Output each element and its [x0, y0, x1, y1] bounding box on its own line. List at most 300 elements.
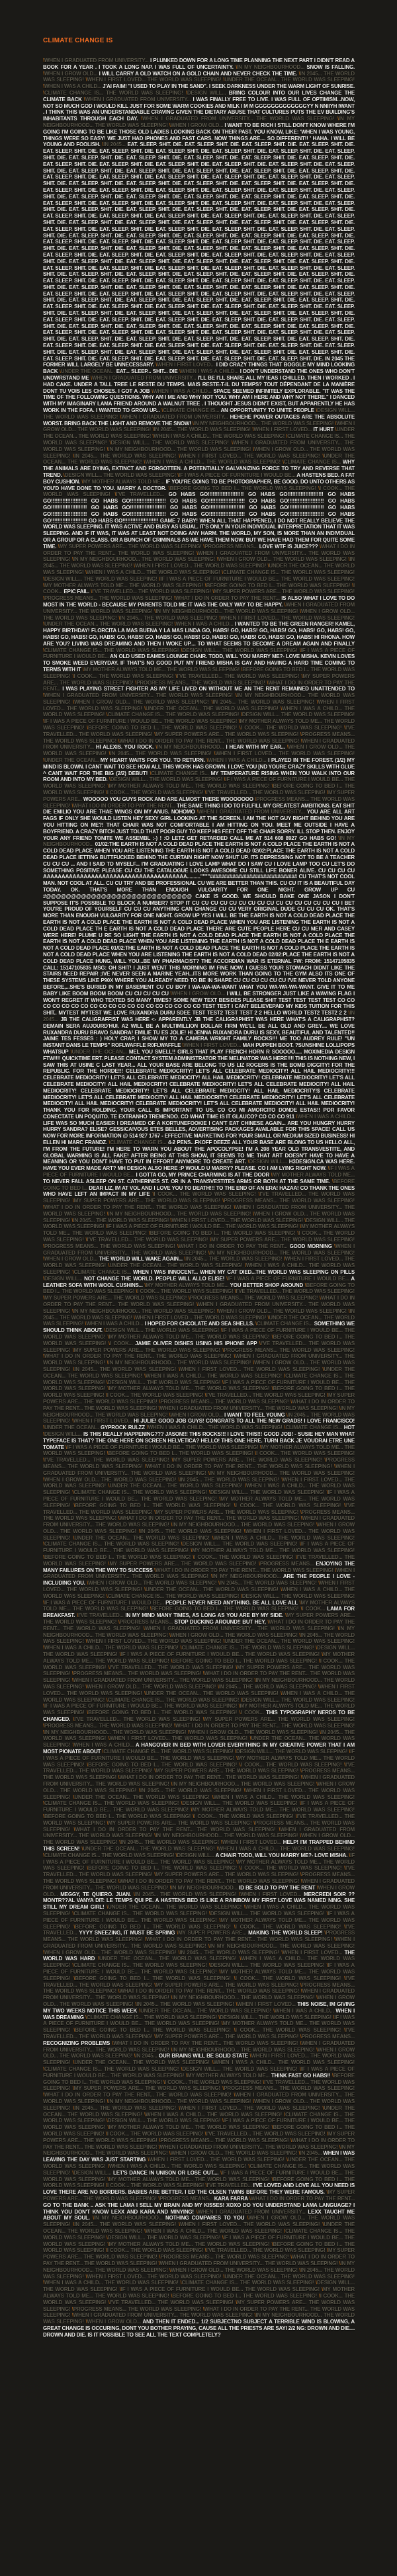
sleep-text: THE WORLD WAS SLEEPING!	[43, 1340, 355, 1353]
prompt-text: WHEN I WAS A CHILD...	[44, 83, 103, 90]
backslash-marker-icon: \	[135, 2001, 137, 2008]
backslash-marker-icon: \	[349, 1852, 351, 1858]
sleep-text: THE WORLD WAS SLEEPING!	[79, 1872, 155, 1878]
backslash-marker-icon: \	[234, 1502, 236, 1509]
backslash-marker-icon: \	[105, 2247, 107, 2254]
answer-text: IN MY MIND MANY TIMES, AS LONG AS YOU ARE BY MY SIDE.	[125, 1612, 285, 1619]
prompt-text: WHEN I WAS A CHILD...	[44, 2280, 105, 2286]
prompt-text: WHAT I DO IN ORDER TO PAY THE RENT...	[155, 1567, 261, 1573]
sleep-text: THE WORLD WAS SLEEPING!	[43, 1690, 355, 1703]
sleep-text: THE WORLD WAS SLEEPING!	[155, 1353, 234, 1360]
backslash-marker-icon: \	[178, 2222, 180, 2228]
sleep-text: THE WORLD WAS SLEEPING!	[147, 2234, 222, 2241]
sleep-text: THE WORLD WAS SLEEPING!	[43, 1191, 355, 1204]
prompt-text: IN 2045...	[74, 2104, 100, 2111]
answer-text: YYYY SNEEZING, IT MUST BE SPRING	[79, 1930, 177, 1936]
prompt-text: BEFORE GOING TO BED I...	[43, 2072, 355, 2085]
backslash-marker-icon: \	[87, 1710, 89, 1716]
prompt-text: WHEN I GRADUATED FROM UNIVERSITY...	[159, 2260, 265, 2266]
sleep-text: THE WORLD WAS SLEEPING!	[101, 1852, 176, 1858]
answer-text: I WILL BE STRONGER JUST LIKE A WAVING FLAG I WON'T REGRET IT WHO TEXTED SO MANY TIMES? SOME NEW TEXT BESIDES PLEASE SHIT TEST TEST TEST TEST CO CO CO CO CO CO CO CO CO CO CO CO CO CO CO CO CO CO CO TEST TEST I CANT BELIEVEPAID MY KIDS TUITION FOR THIS SHIT.. MYTEST MYTEST WE LOVE RUXANDRA DURU SDEE TEST TEST2 TEST TEST 2 2 HELLO WORLD TEST2 TEST2 2 2	[43, 990, 355, 1017]
prompt-text: WHAT I DO IN ORDER TO PAY THE RENT...	[175, 595, 282, 602]
backslash-marker-icon: \	[282, 459, 284, 466]
sleep-text: THE WORLD WAS SLEEPING!	[244, 1729, 320, 1735]
prompt-text: MY MOTHER ALWAYS TOLD ME...	[43, 2286, 355, 2299]
answer-text: MEGGY, TE QUIERO. JUAN.	[60, 1891, 134, 1897]
prompt-text: UNDER THE OCEAN...	[224, 2273, 281, 2280]
backslash-marker-icon: \	[152, 388, 154, 394]
sleep-text: THE WORLD WAS SLEEPING!	[240, 1995, 316, 2001]
backslash-marker-icon: \	[139, 2007, 141, 2014]
backslash-marker-icon: \	[280, 1690, 282, 1696]
sleep-text: THE WORLD WAS SLEEPING!	[106, 89, 186, 96]
answer-text: THIS NOISE, IM GIVING MY TWO WEEKS NOTICE THIS WEEK	[43, 2001, 355, 2014]
sleep-text: THE WORLD WAS SLEEPING!	[95, 1657, 171, 1664]
prompt-text: UNDER THE OCEAN...	[71, 1048, 129, 1055]
sleep-text: THE WORLD WAS SLEEPING!	[130, 1942, 208, 1949]
prompt-text: WHEN I GROW OLD...	[248, 2215, 308, 2222]
sleep-text: THE WORLD WAS SLEEPING!	[60, 1314, 134, 1321]
sleep-text: THE WORLD WAS SLEEPING!	[67, 705, 145, 712]
sleep-text: THE WORLD WAS SLEEPING!	[99, 452, 179, 459]
backslash-marker-icon: \	[150, 1606, 152, 1612]
prompt-text: PROGRESS MEANS...	[159, 2195, 214, 2202]
sleep-text: THE WORLD WAS SLEEPING!	[43, 1858, 355, 1872]
prompt-text: MY MOTHER ALWAYS TOLD ME...	[222, 2020, 310, 2027]
prompt-text: MY MOTHER ALWAYS TOLD ME...	[43, 1599, 355, 1612]
prompt-text: CLIMATE CHANGE IS...	[103, 1748, 161, 1755]
backslash-marker-icon: \	[322, 2222, 324, 2228]
prompt-text: I'VE TRAVELLED...	[44, 1457, 93, 1464]
sleep-text: THE WORLD WAS SLEEPING!	[159, 1858, 236, 1865]
prompt-text: WHEN I GROW OLD...	[44, 70, 99, 77]
sleep-text: THE WORLD WAS SLEEPING!	[62, 1288, 136, 1295]
prompt-text: WHEN I GROW OLD...	[87, 1684, 142, 1690]
prompt-text: WHEN I GRADUATED FROM UNIVERSITY...	[235, 1204, 345, 1211]
prompt-text: I COOK...	[235, 1502, 263, 1509]
backslash-marker-icon: \	[239, 1891, 241, 1897]
backslash-marker-icon: \	[326, 790, 328, 796]
prompt-text: I'VE TRAVELLED...	[236, 1288, 283, 1295]
sleep-text: THE WORLD WAS SLEEPING!	[257, 1936, 335, 1943]
sleep-text: THE WORLD WAS SLEEPING!	[43, 1703, 355, 1716]
backslash-marker-icon: \	[144, 1690, 146, 1696]
prompt-text: I'VE TRAVELLED...	[260, 1340, 309, 1347]
sleep-text: THE WORLD WAS SLEEPING!	[78, 433, 153, 440]
prompt-text: WHEN I WAS A CHILD...	[245, 1904, 309, 1911]
answer-text: I WANTED TO BE THE GREEN RANGER! KAMEL, HAPPY BIRTHDAY! FLORCITA LA MAS BUENA Y LA MAS LINDA GO, HABS! GO, HABS! GO, HABS! GO, HABS! GO, HABS! GO, HABS! GO, HABS! GO, HABS! GO, HABS! GO, HABS! GO, HABS! GO, HABS! GO, HABS! GO, HABS! GO, HABS! HI RHONA. HOW ARE YOU? LIVING WAS DREAMING AND THEN I WOKE UP.... TO WHAT SEEMS TO BECOME A DREAM AGAIN AND FINALLY	[43, 621, 355, 647]
answer-text: J'AI FAIM! "I USED TO PLAY IN THE SAND". I SEEK DARKNESS UNDER THE WARM LIGHT OF SUNRISE.	[103, 83, 355, 90]
sleep-text: THE WORLD WAS SLEEPING!	[207, 2227, 285, 2234]
prompt-text: IN 2045...	[103, 142, 128, 148]
backslash-marker-icon: \	[316, 2046, 318, 2053]
prompt-text: I'VE TRAVELLED...	[92, 589, 139, 595]
sleep-text: THE WORLD WAS SLEEPING!	[99, 673, 176, 679]
sleep-text: THE WORLD WAS SLEEPING!	[276, 582, 352, 589]
prompt-text: I COOK...	[164, 2079, 189, 2085]
prompt-text: MY MOTHER ALWAYS TOLD ME...	[240, 1703, 324, 1710]
answer-text: MY HEART WAITS FOR YOU. TO RETURN.	[100, 757, 207, 764]
answer-text: GOOD MORNING	[289, 1243, 335, 1249]
sleep-text: THE WORLD WAS SLEEPING!	[260, 1567, 335, 1573]
sleep-text: THE WORLD WAS SLEEPING!	[77, 427, 153, 433]
prompt-text: UNDER THE OCEAN...	[44, 757, 101, 764]
backslash-marker-icon: \	[263, 2079, 265, 2085]
sleep-text: THE WORLD WAS SLEEPING!	[43, 2286, 120, 2293]
sleep-text: THE WORLD WAS SLEEPING!	[193, 1314, 268, 1321]
backslash-marker-icon: \	[107, 446, 109, 452]
sleep-text: THE WORLD WAS SLEEPING!	[129, 582, 205, 589]
backslash-marker-icon: \	[221, 2020, 223, 2027]
sleep-text: THE WORLD WAS SLEEPING!	[159, 1755, 236, 1761]
prompt-text: UNDER THE OCEAN...	[224, 77, 281, 83]
sleep-text: THE WORLD WAS SLEEPING!	[279, 1548, 355, 1554]
backslash-marker-icon: \	[205, 2182, 207, 2189]
sleep-text: THE WORLD WAS SLEEPING!	[123, 1716, 203, 1722]
answer-text: IN 2045 THE FORMER WILL LARGELY BE UNNECESSARY.	[43, 355, 355, 368]
prompt-text: UNDER THE OCEAN...	[287, 2157, 345, 2163]
backslash-marker-icon: \	[348, 556, 350, 563]
prompt-text: IF I WAS A PIECE OF FURNITURE I WOULD BE...	[67, 1444, 186, 1450]
sleep-text: THE WORLD WAS SLEEPING!	[130, 1470, 208, 1476]
sleep-text: THE WORLD WAS SLEEPING!	[206, 459, 283, 466]
backslash-marker-icon: \	[212, 589, 214, 595]
backslash-marker-icon: \	[109, 440, 111, 446]
backslash-marker-icon: \	[178, 1949, 180, 1956]
sleep-text: THE WORLD WAS SLEEPING!	[250, 1910, 327, 1917]
sleep-text: THE WORLD WAS SLEEPING!	[43, 1664, 355, 1677]
prompt-text: IF I WAS A PIECE OF FURNITURE I WOULD BE...	[43, 1165, 355, 1179]
prompt-text: WHEN I GRADUATED FROM UNIVERSITY...	[43, 1463, 355, 1476]
sleep-text: THE WORLD WAS SLEEPING!	[265, 2260, 339, 2266]
prompt-text: WHEN I GROW OLD...	[254, 446, 310, 452]
prompt-text: WHEN I WAS A CHILD...	[145, 2227, 208, 2234]
prompt-text: WHEN I WAS A CHILD...	[181, 368, 240, 375]
backslash-marker-icon: \	[280, 1587, 282, 1593]
sleep-text: THE WORLD WAS SLEEPING!	[197, 2007, 273, 2014]
prompt-text: I'VE TRAVELLED...	[43, 1761, 355, 1774]
prompt-text: I COOK...	[298, 1230, 324, 1237]
backslash-marker-icon: \	[81, 478, 83, 485]
prompt-text: WHEN I FIRST LOVED...	[251, 2053, 311, 2059]
sleep-text: THE WORLD WAS SLEEPING!	[95, 1632, 169, 1638]
backslash-marker-icon: \	[285, 1612, 287, 1619]
sleep-text: THE WORLD WAS SLEEPING!	[43, 2124, 355, 2137]
prompt-text: WHEN I WAS A CHILD...	[145, 459, 206, 466]
backslash-marker-icon: \	[240, 1593, 242, 1599]
sleep-text: THE WORLD WAS SLEEPING!	[67, 2227, 144, 2234]
prompt-text: MY MOTHER ALWAYS TOLD ME...	[109, 2176, 195, 2182]
prompt-text: I'VE TRAVELLED...	[116, 491, 169, 498]
sleep-text: THE WORLD WAS SLEEPING!	[197, 1826, 279, 1833]
backslash-marker-icon: \	[298, 2150, 300, 2157]
sleep-text: THE WORLD WAS SLEEPING!	[224, 2034, 300, 2040]
backslash-marker-icon: \	[118, 1878, 120, 1884]
prompt-text: CLIMATE CHANGE IS...	[283, 459, 343, 466]
backslash-marker-icon: \	[316, 407, 318, 414]
sleep-text: THE WORLD WAS SLEEPING!	[208, 1256, 284, 1263]
prompt-text: I'VE TRAVELLED...	[78, 1612, 126, 1619]
backslash-marker-icon: \	[316, 1884, 318, 1891]
prompt-text: DESIGN WILL...	[317, 407, 355, 414]
backslash-marker-icon: \	[202, 1716, 204, 1722]
prompt-text: IF I WAS A PIECE OF FURNITURE I WOULD BE...	[43, 2014, 355, 2027]
sleep-text: THE WORLD WAS SLEEPING!	[215, 1398, 290, 1405]
prompt-text: DESIGN WILL...	[107, 2234, 148, 2241]
prompt-text: DESIGN WILL...	[182, 1541, 223, 1548]
answer-text: SNOW IS FALLING.	[306, 63, 355, 70]
sleep-text: THE WORLD WAS SLEEPING!	[43, 2234, 355, 2247]
backslash-marker-icon: \	[91, 589, 93, 595]
answer-text: AN OLD USED EAMES LOUNGE CHAIR. TODD, WILL YOU MARRY ME?- LOVE MISHA. KEVIN LOVES TO SMOKE WEED EVERYDAY. IF THAT'S NO GOOD PUT MY FRIEND MISHA IS GAY AND HAVING A HARD TIME COMING TO TERMS WITH IT	[43, 653, 355, 673]
prompt-text: IN 2045...	[154, 427, 178, 433]
backslash-marker-icon: \	[322, 2286, 324, 2293]
prompt-text: IN MY NEIGHBOURHOOD...	[43, 2260, 355, 2273]
backslash-marker-icon: \	[175, 1852, 177, 1858]
backslash-marker-icon: \	[181, 1800, 183, 1807]
prompt-text: IN MY NEIGHBOURHOOD...	[255, 1677, 324, 1684]
backslash-marker-icon: \	[105, 1392, 107, 1399]
backslash-marker-icon: \	[316, 1780, 318, 1787]
prompt-text: IN MY NEIGHBOURHOOD...	[43, 1625, 355, 1638]
sleep-text: THE WORLD WAS SLEEPING!	[240, 2046, 316, 2053]
backslash-marker-icon: \	[249, 2053, 251, 2059]
backslash-marker-icon: \	[106, 1593, 108, 1599]
prompt-text: MY MOTHER ALWAYS TOLD ME...	[43, 1651, 355, 1664]
prompt-text: PROGRESS MEANS...	[43, 1930, 355, 1943]
backslash-marker-icon: \	[222, 2234, 224, 2241]
sleep-text: THE WORLD WAS SLEEPING!	[143, 1580, 218, 1587]
sleep-text: THE WORLD WAS SLEEPING!	[218, 1554, 296, 1561]
prompt-text: I'VE TRAVELLED...	[43, 1975, 355, 1988]
prompt-text: IN 2045...	[74, 2222, 100, 2228]
backslash-marker-icon: \	[118, 614, 120, 621]
prompt-text: MY SUPER POWERS ARE...	[43, 673, 355, 686]
sleep-text: THE WORLD WAS SLEEPING!	[43, 1210, 355, 1224]
backslash-marker-icon: \	[196, 1302, 198, 1308]
answer-text: I'LL BE I'LL SHARE ALL MY IEAS I CHILLED. THEN I WORKED . I HAD CAKE. UNDER A TALL TREE LE RESTE DU TEMPS. MAIS RESTE-T-IL DU TEMPS? TOUT DÉPENDANT DE LA MANIÈRE DONT TU VOIS LES CHOSES. I GOT A JOB	[43, 375, 355, 394]
prompt-text: PROGRESS MEANS...	[204, 543, 259, 550]
sleep-text: THE WORLD WAS SLEEPING!	[99, 2104, 179, 2111]
backslash-marker-icon: \	[212, 1794, 214, 1800]
prompt-text: UNDER THE OCEAN...	[146, 705, 203, 712]
prompt-text: WHEN I FIRST LOVED...	[157, 362, 216, 368]
backslash-marker-icon: \	[334, 1463, 336, 1470]
backslash-marker-icon: \	[235, 692, 237, 699]
prompt-text: IN MY NEIGHBOURHOOD...	[43, 835, 355, 848]
prompt-text: CLIMATE CHANGE IS...	[44, 89, 107, 96]
backslash-marker-icon: \	[281, 1949, 283, 1956]
backslash-marker-icon: \	[331, 1178, 333, 1184]
sleep-text: THE WORLD WAS SLEEPING!	[43, 737, 118, 744]
prompt-text: WHEN I GRADUATED FROM UNIVERSITY...	[235, 1353, 345, 1360]
sleep-text: THE WORLD WAS SLEEPING!	[118, 550, 197, 556]
sleep-text: THE WORLD WAS SLEEPING!	[43, 776, 355, 790]
sleep-text: THE WORLD WAS SLEEPING!	[195, 783, 272, 790]
backslash-marker-icon: \	[158, 2143, 160, 2150]
backslash-marker-icon: \	[219, 614, 221, 621]
prompt-text: WHEN I FIRST LOVED...	[240, 1891, 304, 1897]
prompt-text: MY MOTHER ALWAYS TOLD ME...	[83, 478, 166, 485]
prompt-text: MY SUPER POWERS ARE...	[155, 1872, 225, 1878]
prompt-text: CLIMATE CHANGE IS...	[73, 1489, 133, 1496]
backslash-marker-icon: \	[326, 2247, 328, 2254]
backslash-marker-icon: \	[136, 1288, 138, 1295]
backslash-marker-icon: \	[87, 1580, 89, 1587]
backslash-marker-icon: \	[71, 556, 73, 563]
backslash-marker-icon: \	[335, 420, 337, 427]
prompt-text: DESIGN WILL...	[242, 1696, 281, 1703]
prompt-text: MY SUPER POWERS ARE...	[43, 2247, 355, 2261]
sleep-text: THE WORLD WAS SLEEPING!	[165, 1696, 241, 1703]
sleep-text: THE WORLD WAS SLEEPING!	[118, 1302, 197, 1308]
backslash-marker-icon: \	[107, 2176, 109, 2182]
backslash-marker-icon: \	[120, 413, 122, 420]
prompt-text: MY SUPER POWERS ARE...	[108, 1819, 178, 1826]
backslash-marker-icon: \	[222, 1198, 224, 1204]
backslash-marker-icon: \	[203, 543, 205, 550]
backslash-marker-icon: \	[322, 452, 324, 459]
answer-text: THE WORLD WAS HARD	[43, 1949, 355, 1962]
backslash-marker-icon: \	[107, 1904, 109, 1911]
prompt-text: WHEN I GRADUATED FROM UNIVERSITY...	[43, 1936, 355, 1949]
backslash-marker-icon: \	[283, 1256, 285, 1263]
backslash-marker-icon: \	[273, 2007, 275, 2014]
prompt-text: IN 2045...	[136, 2001, 161, 2008]
backslash-marker-icon: \	[73, 1534, 75, 1541]
sleep-text: THE WORLD WAS SLEEPING!	[273, 1308, 349, 1314]
prompt-text: I'VE TRAVELLED...	[206, 1392, 253, 1399]
sleep-text: THE WORLD WAS SLEEPING!	[266, 725, 344, 731]
backslash-marker-icon: \	[108, 1340, 110, 1347]
sleep-text: THE WORLD WAS SLEEPING!	[43, 1878, 118, 1884]
prompt-text: I'VE TRAVELLED...	[43, 1502, 355, 1515]
prompt-text: I'VE TRAVELLED...	[43, 1923, 355, 1936]
backslash-marker-icon: \	[299, 1833, 301, 1839]
prompt-text: CLIMATE CHANGE IS...	[44, 1800, 104, 1807]
prompt-text: CLIMATE CHANGE IS...	[107, 1696, 166, 1703]
prompt-text: WHEN I FIRST LOVED...	[87, 1638, 148, 1645]
backslash-marker-icon: \	[85, 2014, 87, 2020]
sleep-text: THE WORLD WAS SLEEPING!	[218, 1813, 296, 1819]
backslash-marker-icon: \	[218, 1580, 220, 1587]
prompt-text: PROGRESS MEANS...	[259, 1560, 316, 1567]
sleep-text: THE WORLD WAS SLEEPING!	[43, 1729, 355, 1742]
backslash-marker-icon: \	[271, 2124, 273, 2131]
sleep-text: THE WORLD WAS SLEEPING!	[161, 1865, 240, 1872]
backslash-marker-icon: \	[218, 2014, 220, 2020]
backslash-marker-icon: \	[143, 1625, 145, 1632]
prompt-text: WHEN I GROW OLD...	[254, 1360, 310, 1366]
prompt-text: MY MOTHER ALWAYS TOLD ME...	[109, 1333, 195, 1340]
answer-text: A HASTENS BED. A FAT BOY CUSHION.	[43, 472, 355, 485]
answer-text: JAMIE OLIVER DISHES USING HIS IPHONE APP	[135, 1340, 259, 1347]
prompt-text: WHEN I GRADUATED FROM UNIVERSITY...	[43, 1988, 355, 2001]
sleep-text: THE WORLD WAS SLEEPING!	[43, 2292, 355, 2306]
answer-text: YOU ARE ALL ART FAGS IF ONLY SHE WOULD LISTEN HEY SEXY GIRL LOOKING AT THE SCREEN. I AM THE HOT GUY RIGHT BEHIND YOU ARE YOU HITTING ON ME?! THAT CHAIR WAS NOT COMFORTABLE I AM HITTING ON YOU. MEET ME OUTSIDE I HAVE A BOYFRIEND. A CRAZY BITCH JUST TOLD THAT POOR GUY TO KEEP HIS FEET OFF THE CHAIR SORRY. ILL STOP THEN. ENJOY YOUR ANY FRIEND TONITE WE ASSEMBL :-) ! :O LETZ GET RETARDED CALL ME AT 514 608 8927 GO HABS GO!	[43, 809, 355, 841]
backslash-marker-icon: \	[208, 1249, 210, 1256]
backslash-marker-icon: \	[105, 2182, 107, 2189]
backslash-marker-icon: \	[316, 698, 318, 705]
sleep-text: THE WORLD WAS SLEEPING!	[103, 1541, 181, 1548]
backslash-marker-icon: \	[105, 790, 107, 796]
sleep-text: THE WORLD WAS SLEEPING!	[145, 1347, 223, 1353]
prompt-text: IN 2045...	[212, 698, 238, 705]
prompt-text: WHEN I FIRST LOVED...	[87, 77, 148, 83]
backslash-marker-icon: \	[253, 2098, 255, 2105]
sleep-text: THE WORLD WAS SLEEPING!	[43, 2299, 355, 2312]
backslash-marker-icon: \	[259, 1444, 261, 1450]
sleep-text: THE WORLD WAS SLEEPING!	[279, 1249, 355, 1256]
backslash-marker-icon: \	[299, 1599, 301, 1606]
sleep-text: THE WORLD WAS SLEEPING!	[43, 2020, 355, 2034]
backslash-marker-icon: \	[71, 1671, 73, 1677]
prompt-text: IF I WAS A PIECE OF FURNITURE I WOULD BE...	[179, 472, 297, 478]
backslash-marker-icon: \	[328, 1165, 330, 1172]
sleep-text: THE WORLD WAS SLEEPING!	[245, 1457, 325, 1464]
sleep-text: THE WORLD WAS SLEEPING!	[226, 1515, 301, 1522]
backslash-marker-icon: \	[234, 1975, 236, 1981]
sleep-text: THE WORLD WAS SLEEPING!	[195, 2176, 272, 2182]
sleep-text: THE WORLD WAS SLEEPING!	[226, 1988, 301, 1995]
prompt-text: BEFORE GOING TO BED I...	[88, 1710, 161, 1716]
backslash-marker-icon: \	[107, 2241, 109, 2247]
sleep-text: THE WORLD WAS SLEEPING!	[60, 1787, 139, 1794]
sleep-text: THE WORLD WAS SLEEPING!	[130, 790, 205, 796]
backslash-marker-icon: \	[71, 802, 73, 809]
backslash-marker-icon: \	[326, 1962, 328, 1969]
backslash-marker-icon: \	[301, 673, 303, 679]
prompt-text: WHEN I GROW OLD...	[170, 1632, 225, 1638]
sleep-text: THE WORLD WAS SLEEPING!	[257, 1625, 338, 1632]
backslash-marker-icon: \	[77, 1612, 79, 1619]
backslash-marker-icon: \	[170, 1217, 172, 1224]
prompt-text: BEFORE GOING TO BED I...	[75, 2027, 153, 2034]
sleep-text: THE WORLD WAS SLEEPING!	[132, 1962, 209, 1969]
prompt-text: IN MY NEIGHBOURHOOD...	[172, 1780, 241, 1787]
backslash-marker-icon: \	[102, 1748, 104, 1755]
answer-text: HELP! I'M TRAPPED BEHIND THIS SCREEN!	[43, 1839, 355, 1852]
prompt-text: PROGRESS MEANS...	[301, 1872, 355, 1878]
backslash-marker-icon: \	[267, 563, 269, 569]
prompt-text: I COOK...	[107, 2247, 131, 2254]
sleep-text: THE WORLD WAS SLEEPING!	[95, 1884, 170, 1891]
sleep-text: THE WORLD WAS SLEEPING!	[279, 1347, 355, 1353]
prompt-text: IF I WAS A PIECE OF FURNITURE I WOULD BE...	[107, 1224, 226, 1230]
backslash-marker-icon: \	[154, 731, 156, 737]
prompt-text: IN 2045...	[300, 70, 324, 77]
sleep-text: THE WORLD WAS SLEEPING!	[281, 569, 355, 575]
prompt-text: WHEN I GROW OLD...	[43, 2046, 355, 2059]
sleep-text: THE WORLD WAS SLEEPING!	[147, 1379, 222, 1386]
sleep-text: THE WORLD WAS SLEEPING!	[43, 550, 355, 563]
prompt-text: IN 2045...	[185, 1256, 209, 1263]
prompt-text: WHAT I DO IN ORDER TO PAY THE RENT...	[43, 1398, 355, 1411]
backslash-marker-icon: \	[300, 731, 302, 737]
backslash-marker-icon: \	[163, 2079, 165, 2085]
backslash-marker-icon: \	[90, 375, 92, 382]
sleep-text: THE WORLD WAS SLEEPING!	[43, 1554, 355, 1567]
sleep-text: THE WORLD WAS SLEEPING!	[243, 1657, 319, 1664]
prompt-text: I COOK...	[320, 2292, 345, 2299]
prompt-text: WHEN I GRADUATED FROM UNIVERSITY...	[197, 550, 309, 556]
backslash-marker-icon: \	[300, 1774, 302, 1781]
prompt-text: DESIGN WILL...	[182, 647, 223, 653]
prompt-text: WHEN I GRADUATED FROM UNIVERSITY...	[142, 116, 257, 122]
prompt-text: DESIGN WILL...	[44, 1275, 85, 1282]
sleep-text: THE WORLD WAS SLEEPING!	[266, 1761, 344, 1768]
prompt-text: MY MOTHER ALWAYS TOLD ME...	[146, 1282, 230, 1288]
